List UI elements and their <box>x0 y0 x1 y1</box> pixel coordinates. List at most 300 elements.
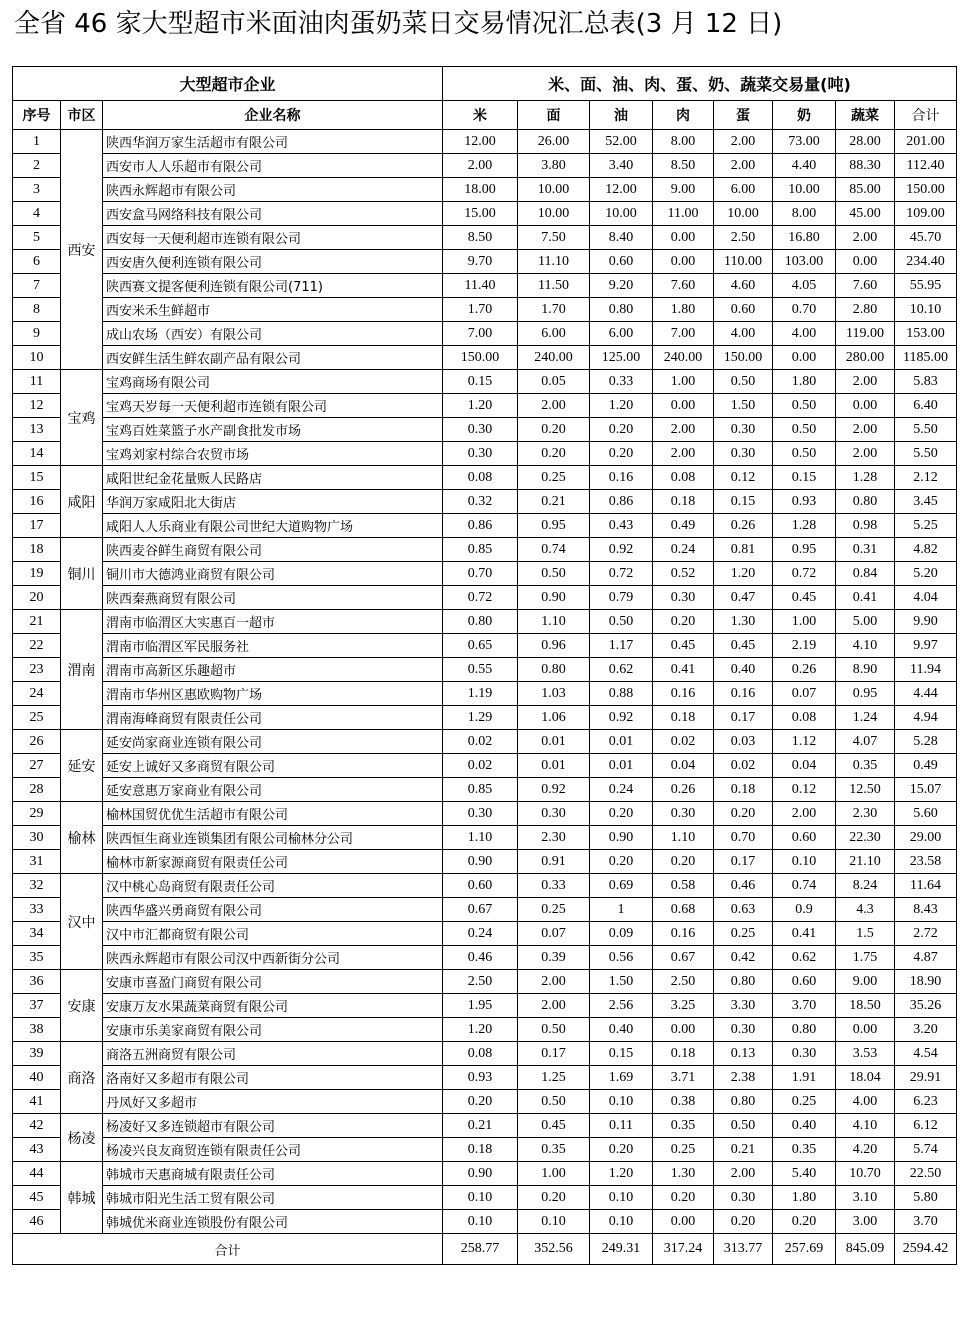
value-sum: 29.00 <box>895 826 957 850</box>
total-sum: 2594.42 <box>895 1234 957 1265</box>
row-number: 22 <box>13 634 61 658</box>
value-sum: 3.70 <box>895 1210 957 1234</box>
value-flour: 0.50 <box>518 1090 590 1114</box>
value-milk: 1.80 <box>773 1186 836 1210</box>
value-rice: 0.93 <box>443 1066 518 1090</box>
value-rice: 7.00 <box>443 322 518 346</box>
value-milk: 2.19 <box>773 634 836 658</box>
value-vegetable: 5.00 <box>836 610 895 634</box>
company-name: 西安盒马网络科技有限公司 <box>103 202 443 226</box>
value-flour: 0.10 <box>518 1210 590 1234</box>
value-rice: 0.30 <box>443 418 518 442</box>
city-cell: 汉中 <box>61 874 103 970</box>
table-row <box>13 130 957 154</box>
value-rice: 0.85 <box>443 538 518 562</box>
value-meat: 3.25 <box>653 994 714 1018</box>
table-row <box>13 802 957 826</box>
company-name: 渭南市高新区乐趣超市 <box>103 658 443 682</box>
value-vegetable: 3.00 <box>836 1210 895 1234</box>
table-row <box>13 178 957 202</box>
value-rice: 0.72 <box>443 586 518 610</box>
value-egg: 1.50 <box>714 394 773 418</box>
value-milk: 4.40 <box>773 154 836 178</box>
row-number: 37 <box>13 994 61 1018</box>
value-milk: 0.20 <box>773 1210 836 1234</box>
value-vegetable: 1.24 <box>836 706 895 730</box>
company-name: 杨凌兴良友商贸连锁有限责任公司 <box>103 1138 443 1162</box>
value-sum: 35.26 <box>895 994 957 1018</box>
value-egg: 0.70 <box>714 826 773 850</box>
company-name: 咸阳世纪金花量贩人民路店 <box>103 466 443 490</box>
value-sum: 3.20 <box>895 1018 957 1042</box>
value-flour: 0.25 <box>518 898 590 922</box>
value-oil: 0.72 <box>590 562 653 586</box>
value-milk: 0.9 <box>773 898 836 922</box>
row-number: 34 <box>13 922 61 946</box>
total-milk: 257.69 <box>773 1234 836 1265</box>
table-row <box>13 514 957 538</box>
value-flour: 0.01 <box>518 754 590 778</box>
row-number: 8 <box>13 298 61 322</box>
value-sum: 3.45 <box>895 490 957 514</box>
value-vegetable: 0.41 <box>836 586 895 610</box>
value-rice: 2.50 <box>443 970 518 994</box>
value-vegetable: 85.00 <box>836 178 895 202</box>
value-egg: 0.17 <box>714 850 773 874</box>
value-meat: 0.67 <box>653 946 714 970</box>
city-cell: 咸阳 <box>61 466 103 538</box>
city-cell: 安康 <box>61 970 103 1042</box>
city-cell: 延安 <box>61 730 103 802</box>
value-vegetable: 0.00 <box>836 1018 895 1042</box>
value-egg: 10.00 <box>714 202 773 226</box>
value-vegetable: 0.95 <box>836 682 895 706</box>
company-name: 陕西秦燕商贸有限公司 <box>103 586 443 610</box>
value-vegetable: 4.10 <box>836 634 895 658</box>
row-number: 24 <box>13 682 61 706</box>
value-rice: 150.00 <box>443 346 518 370</box>
value-meat: 0.49 <box>653 514 714 538</box>
value-egg: 0.20 <box>714 802 773 826</box>
value-egg: 0.12 <box>714 466 773 490</box>
row-number: 1 <box>13 130 61 154</box>
value-milk: 1.00 <box>773 610 836 634</box>
value-sum: 11.64 <box>895 874 957 898</box>
value-rice: 0.08 <box>443 1042 518 1066</box>
value-rice: 0.85 <box>443 778 518 802</box>
value-flour: 0.45 <box>518 1114 590 1138</box>
value-meat: 0.18 <box>653 706 714 730</box>
value-milk: 3.70 <box>773 994 836 1018</box>
value-milk: 103.00 <box>773 250 836 274</box>
group-header-volume: 米、面、油、肉、蛋、奶、蔬菜交易量(吨) <box>443 67 957 101</box>
value-egg: 0.30 <box>714 442 773 466</box>
table-row <box>13 154 957 178</box>
value-egg: 0.46 <box>714 874 773 898</box>
row-number: 26 <box>13 730 61 754</box>
row-number: 31 <box>13 850 61 874</box>
value-milk: 0.04 <box>773 754 836 778</box>
value-oil: 0.01 <box>590 754 653 778</box>
value-sum: 6.23 <box>895 1090 957 1114</box>
value-egg: 0.60 <box>714 298 773 322</box>
value-vegetable: 7.60 <box>836 274 895 298</box>
company-name: 渭南市临渭区大实惠百一超市 <box>103 610 443 634</box>
value-milk: 1.91 <box>773 1066 836 1090</box>
value-egg: 0.30 <box>714 418 773 442</box>
value-meat: 8.00 <box>653 130 714 154</box>
value-rice: 8.50 <box>443 226 518 250</box>
value-vegetable: 2.00 <box>836 442 895 466</box>
value-milk: 0.80 <box>773 1018 836 1042</box>
company-name: 陕西永辉超市有限公司汉中西新街分公司 <box>103 946 443 970</box>
value-sum: 4.82 <box>895 538 957 562</box>
value-rice: 1.95 <box>443 994 518 1018</box>
value-milk: 0.08 <box>773 706 836 730</box>
value-sum: 4.44 <box>895 682 957 706</box>
value-flour: 0.20 <box>518 442 590 466</box>
value-oil: 0.10 <box>590 1186 653 1210</box>
value-oil: 1 <box>590 898 653 922</box>
company-name: 陕西华盛兴勇商贸有限公司 <box>103 898 443 922</box>
table-row <box>13 1114 957 1138</box>
value-oil: 0.16 <box>590 466 653 490</box>
value-sum: 23.58 <box>895 850 957 874</box>
value-oil: 0.33 <box>590 370 653 394</box>
value-meat: 0.38 <box>653 1090 714 1114</box>
column-header-row <box>13 101 957 130</box>
value-egg: 0.17 <box>714 706 773 730</box>
value-milk: 0.26 <box>773 658 836 682</box>
value-sum: 9.90 <box>895 610 957 634</box>
value-egg: 110.00 <box>714 250 773 274</box>
value-flour: 0.07 <box>518 922 590 946</box>
row-number: 32 <box>13 874 61 898</box>
value-vegetable: 8.24 <box>836 874 895 898</box>
row-number: 28 <box>13 778 61 802</box>
value-milk: 0.10 <box>773 850 836 874</box>
company-name: 陕西赛文提客便利连锁有限公司(711) <box>103 274 443 298</box>
value-oil: 125.00 <box>590 346 653 370</box>
row-number: 18 <box>13 538 61 562</box>
value-sum: 22.50 <box>895 1162 957 1186</box>
value-meat: 0.16 <box>653 682 714 706</box>
row-number: 13 <box>13 418 61 442</box>
row-number: 15 <box>13 466 61 490</box>
value-egg: 0.81 <box>714 538 773 562</box>
value-oil: 0.80 <box>590 298 653 322</box>
value-egg: 0.63 <box>714 898 773 922</box>
value-sum: 29.91 <box>895 1066 957 1090</box>
value-milk: 0.40 <box>773 1114 836 1138</box>
value-meat: 2.00 <box>653 442 714 466</box>
value-vegetable: 4.3 <box>836 898 895 922</box>
value-flour: 0.30 <box>518 802 590 826</box>
value-meat: 1.80 <box>653 298 714 322</box>
value-rice: 0.18 <box>443 1138 518 1162</box>
value-meat: 11.00 <box>653 202 714 226</box>
total-flour: 352.56 <box>518 1234 590 1265</box>
col-header-oil: 油 <box>590 101 653 130</box>
table-row <box>13 682 957 706</box>
value-vegetable: 2.00 <box>836 370 895 394</box>
value-oil: 0.92 <box>590 538 653 562</box>
value-rice: 0.02 <box>443 754 518 778</box>
table-row <box>13 538 957 562</box>
company-name: 延安尚家商业连锁有限公司 <box>103 730 443 754</box>
total-meat: 317.24 <box>653 1234 714 1265</box>
row-number: 16 <box>13 490 61 514</box>
value-rice: 9.70 <box>443 250 518 274</box>
value-milk: 0.62 <box>773 946 836 970</box>
value-rice: 0.24 <box>443 922 518 946</box>
company-name: 渭南市临渭区军民服务社 <box>103 634 443 658</box>
value-vegetable: 119.00 <box>836 322 895 346</box>
table-body <box>13 130 957 1234</box>
value-meat: 0.00 <box>653 394 714 418</box>
value-milk: 0.25 <box>773 1090 836 1114</box>
col-header-company: 企业名称 <box>103 101 443 130</box>
company-name: 洛南好又多超市有限公司 <box>103 1066 443 1090</box>
row-number: 42 <box>13 1114 61 1138</box>
value-meat: 8.50 <box>653 154 714 178</box>
row-number: 4 <box>13 202 61 226</box>
value-vegetable: 2.00 <box>836 418 895 442</box>
value-sum: 5.20 <box>895 562 957 586</box>
value-oil: 6.00 <box>590 322 653 346</box>
value-meat: 0.04 <box>653 754 714 778</box>
value-egg: 0.18 <box>714 778 773 802</box>
value-oil: 2.56 <box>590 994 653 1018</box>
table-row <box>13 946 957 970</box>
value-oil: 0.24 <box>590 778 653 802</box>
table-row <box>13 394 957 418</box>
company-name: 陕西恒生商业连锁集团有限公司榆林分公司 <box>103 826 443 850</box>
value-milk: 73.00 <box>773 130 836 154</box>
value-flour: 0.50 <box>518 562 590 586</box>
value-flour: 0.39 <box>518 946 590 970</box>
row-number: 17 <box>13 514 61 538</box>
table-row <box>13 730 957 754</box>
value-milk: 0.95 <box>773 538 836 562</box>
value-egg: 0.47 <box>714 586 773 610</box>
value-flour: 0.20 <box>518 418 590 442</box>
value-milk: 0.60 <box>773 826 836 850</box>
row-number: 25 <box>13 706 61 730</box>
group-header-company: 大型超市企业 <box>13 67 443 101</box>
value-egg: 2.00 <box>714 1162 773 1186</box>
value-flour: 2.30 <box>518 826 590 850</box>
value-meat: 0.20 <box>653 850 714 874</box>
value-flour: 26.00 <box>518 130 590 154</box>
value-vegetable: 2.80 <box>836 298 895 322</box>
value-milk: 0.60 <box>773 970 836 994</box>
table-row <box>13 634 957 658</box>
value-rice: 0.60 <box>443 874 518 898</box>
value-sum: 8.43 <box>895 898 957 922</box>
value-vegetable: 0.98 <box>836 514 895 538</box>
value-milk: 0.70 <box>773 298 836 322</box>
col-header-rice: 米 <box>443 101 518 130</box>
table-row <box>13 202 957 226</box>
value-egg: 0.15 <box>714 490 773 514</box>
value-egg: 0.13 <box>714 1042 773 1066</box>
value-oil: 1.17 <box>590 634 653 658</box>
row-number: 33 <box>13 898 61 922</box>
table-row <box>13 226 957 250</box>
table-row <box>13 346 957 370</box>
value-egg: 0.25 <box>714 922 773 946</box>
value-oil: 0.43 <box>590 514 653 538</box>
value-oil: 0.56 <box>590 946 653 970</box>
value-sum: 112.40 <box>895 154 957 178</box>
company-name: 咸阳人人乐商业有限公司世纪大道购物广场 <box>103 514 443 538</box>
value-vegetable: 4.20 <box>836 1138 895 1162</box>
value-meat: 0.41 <box>653 658 714 682</box>
group-header-row <box>13 67 957 101</box>
value-vegetable: 18.50 <box>836 994 895 1018</box>
value-sum: 45.70 <box>895 226 957 250</box>
value-vegetable: 280.00 <box>836 346 895 370</box>
value-meat: 0.30 <box>653 586 714 610</box>
value-rice: 0.30 <box>443 802 518 826</box>
row-number: 30 <box>13 826 61 850</box>
value-rice: 0.02 <box>443 730 518 754</box>
company-name: 安康万友水果蔬菜商贸有限公司 <box>103 994 443 1018</box>
value-flour: 3.80 <box>518 154 590 178</box>
value-milk: 0.50 <box>773 442 836 466</box>
value-oil: 0.01 <box>590 730 653 754</box>
value-sum: 4.87 <box>895 946 957 970</box>
value-sum: 0.49 <box>895 754 957 778</box>
city-cell: 铜川 <box>61 538 103 610</box>
value-meat: 7.00 <box>653 322 714 346</box>
value-vegetable: 4.07 <box>836 730 895 754</box>
table-row <box>13 466 957 490</box>
value-meat: 0.26 <box>653 778 714 802</box>
value-vegetable: 8.90 <box>836 658 895 682</box>
value-flour: 11.10 <box>518 250 590 274</box>
value-meat: 0.02 <box>653 730 714 754</box>
value-sum: 5.50 <box>895 418 957 442</box>
value-vegetable: 21.10 <box>836 850 895 874</box>
value-meat: 0.08 <box>653 466 714 490</box>
value-flour: 0.20 <box>518 1186 590 1210</box>
company-name: 延安上诚好又多商贸有限公司 <box>103 754 443 778</box>
company-name: 西安米禾生鲜超市 <box>103 298 443 322</box>
value-flour: 0.95 <box>518 514 590 538</box>
value-sum: 5.80 <box>895 1186 957 1210</box>
row-number: 9 <box>13 322 61 346</box>
value-rice: 0.10 <box>443 1210 518 1234</box>
value-sum: 55.95 <box>895 274 957 298</box>
value-vegetable: 22.30 <box>836 826 895 850</box>
value-egg: 0.40 <box>714 658 773 682</box>
row-number: 38 <box>13 1018 61 1042</box>
value-rice: 1.20 <box>443 394 518 418</box>
value-flour: 0.17 <box>518 1042 590 1066</box>
row-number: 2 <box>13 154 61 178</box>
value-milk: 4.05 <box>773 274 836 298</box>
table-row <box>13 1186 957 1210</box>
company-name: 渭南海峰商贸有限责任公司 <box>103 706 443 730</box>
row-number: 40 <box>13 1066 61 1090</box>
value-sum: 6.40 <box>895 394 957 418</box>
value-flour: 6.00 <box>518 322 590 346</box>
value-meat: 0.25 <box>653 1138 714 1162</box>
value-milk: 2.00 <box>773 802 836 826</box>
value-egg: 3.30 <box>714 994 773 1018</box>
value-vegetable: 12.50 <box>836 778 895 802</box>
value-meat: 0.30 <box>653 802 714 826</box>
value-egg: 0.16 <box>714 682 773 706</box>
value-oil: 0.20 <box>590 850 653 874</box>
value-rice: 11.40 <box>443 274 518 298</box>
value-oil: 0.40 <box>590 1018 653 1042</box>
value-egg: 2.00 <box>714 154 773 178</box>
value-oil: 0.92 <box>590 706 653 730</box>
value-oil: 0.10 <box>590 1210 653 1234</box>
city-cell: 杨凌 <box>61 1114 103 1162</box>
value-meat: 0.52 <box>653 562 714 586</box>
value-oil: 1.69 <box>590 1066 653 1090</box>
value-meat: 0.58 <box>653 874 714 898</box>
value-egg: 0.20 <box>714 1210 773 1234</box>
company-name: 西安市人人乐超市有限公司 <box>103 154 443 178</box>
company-name: 榆林国贸优优生活超市有限公司 <box>103 802 443 826</box>
col-header-meat: 肉 <box>653 101 714 130</box>
company-name: 西安唐久便利连锁有限公司 <box>103 250 443 274</box>
value-sum: 234.40 <box>895 250 957 274</box>
col-header-flour: 面 <box>518 101 590 130</box>
value-vegetable: 10.70 <box>836 1162 895 1186</box>
table-row <box>13 490 957 514</box>
row-number: 7 <box>13 274 61 298</box>
table-row <box>13 706 957 730</box>
row-number: 39 <box>13 1042 61 1066</box>
value-sum: 1185.00 <box>895 346 957 370</box>
value-oil: 0.10 <box>590 1090 653 1114</box>
value-meat: 2.50 <box>653 970 714 994</box>
value-sum: 2.72 <box>895 922 957 946</box>
company-name: 韩城优米商业连锁股份有限公司 <box>103 1210 443 1234</box>
value-egg: 150.00 <box>714 346 773 370</box>
value-egg: 0.30 <box>714 1186 773 1210</box>
value-oil: 8.40 <box>590 226 653 250</box>
col-header-vegetable: 蔬菜 <box>836 101 895 130</box>
col-header-no: 序号 <box>13 101 61 130</box>
company-name: 丹凤好又多超市 <box>103 1090 443 1114</box>
value-egg: 1.20 <box>714 562 773 586</box>
value-flour: 0.92 <box>518 778 590 802</box>
value-sum: 10.10 <box>895 298 957 322</box>
value-egg: 4.60 <box>714 274 773 298</box>
table-row <box>13 1210 957 1234</box>
row-number: 41 <box>13 1090 61 1114</box>
value-flour: 11.50 <box>518 274 590 298</box>
value-flour: 0.01 <box>518 730 590 754</box>
total-oil: 249.31 <box>590 1234 653 1265</box>
value-oil: 0.60 <box>590 250 653 274</box>
value-egg: 0.42 <box>714 946 773 970</box>
value-rice: 18.00 <box>443 178 518 202</box>
value-meat: 0.68 <box>653 898 714 922</box>
value-vegetable: 3.10 <box>836 1186 895 1210</box>
value-oil: 0.90 <box>590 826 653 850</box>
value-vegetable: 0.80 <box>836 490 895 514</box>
value-milk: 1.28 <box>773 514 836 538</box>
value-meat: 1.10 <box>653 826 714 850</box>
